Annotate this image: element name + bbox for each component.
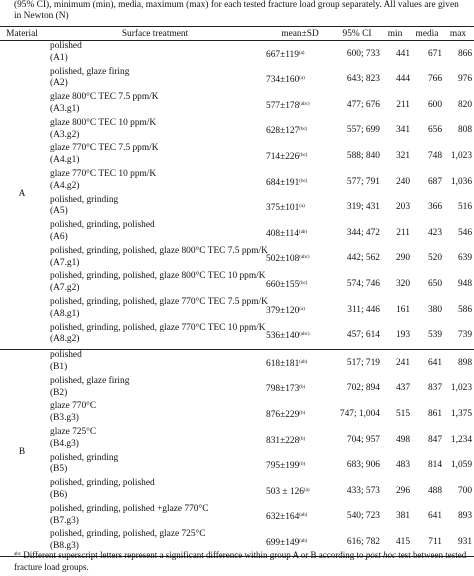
ci-cell: 643; 823	[346, 74, 380, 85]
group-code: (A4.g1)	[50, 155, 80, 166]
surface-treatment-cell	[50, 195, 266, 219]
header-mean-sd: mean±SD	[281, 29, 319, 39]
mean-sd-cell	[266, 73, 332, 86]
footnote-italic: post hoc	[365, 550, 397, 560]
max-cell: 1,036	[450, 176, 472, 187]
treatment-text: polished, grinding, polished, glaze 725°C	[50, 529, 206, 540]
treatment-text: polished	[50, 41, 82, 51]
mean-value: 660±155	[266, 279, 300, 290]
footnote-marker: abc	[14, 552, 21, 557]
ci-cell: 600; 733	[346, 48, 380, 59]
significance-letters: (a)	[299, 76, 305, 82]
mean-value: 628±127	[266, 126, 300, 137]
group-code: (B5)	[50, 464, 68, 475]
min-cell: 444	[395, 74, 410, 85]
media-cell: 671	[427, 48, 442, 59]
surface-treatment-cell	[50, 169, 266, 193]
mean-value: 618±181	[266, 358, 300, 369]
mean-value: 684±191	[266, 177, 300, 188]
mean-sd-cell	[266, 227, 332, 240]
ci-cell: 477; 676	[346, 99, 380, 110]
table-row	[0, 169, 474, 195]
group-code: (A7.g2)	[50, 283, 80, 294]
table-row	[0, 401, 474, 427]
significance-letters: (ab)	[299, 359, 308, 365]
surface-treatment-cell	[50, 67, 266, 91]
group-code: (A1)	[50, 52, 68, 63]
significance-letters: (abc)	[299, 332, 310, 338]
table-row	[0, 297, 474, 323]
min-cell: 241	[395, 357, 410, 368]
min-cell: 193	[395, 330, 410, 341]
min-cell: 296	[395, 485, 410, 496]
mean-sd-cell	[266, 536, 332, 549]
treatment-text: polished, grinding, polished, glaze 800°C TEC 10 ppm/K	[50, 271, 266, 282]
treatment-text: glaze 725°C	[50, 427, 97, 437]
treatment-text: polished, grinding, polished, glaze 770°C TEC 7.5 ppm/K	[50, 297, 268, 307]
group-code: (A2)	[50, 78, 68, 89]
surface-treatment-cell	[50, 401, 266, 425]
surface-treatment-cell	[50, 427, 266, 451]
mean-sd-cell	[266, 485, 332, 498]
mean-sd-cell	[266, 150, 332, 163]
mean-value: 502±108	[266, 254, 300, 265]
mean-value: 714±226	[266, 151, 300, 162]
footnote-text-after: test between tested fracture load groups.	[14, 550, 467, 572]
mean-sd-cell	[266, 459, 332, 472]
treatment-text: glaze 800°C TEC 7.5 ppm/K	[50, 92, 159, 103]
mean-sd-cell	[266, 304, 332, 317]
table-row	[0, 453, 474, 479]
footnote-text-before: Different superscript letters represent a significant difference within group A or B according to	[20, 550, 366, 560]
significance-letters: (a)	[298, 50, 305, 56]
header-95-ci: 95% CI	[342, 29, 372, 39]
table-caption: (95% CI), minimum (min), media, maximum (max) for each tested fracture load group separately. All values are given in Newton (N)	[14, 0, 459, 22]
group-code: (A8.g2)	[50, 334, 80, 345]
min-cell: 211	[396, 227, 410, 238]
ci-cell: 574; 746	[346, 278, 380, 289]
media-cell: 837	[427, 383, 442, 394]
group-code: (B2)	[50, 387, 68, 398]
surface-treatment-cell	[50, 271, 266, 295]
min-cell: 161	[395, 304, 410, 315]
ci-cell: 588; 840	[346, 150, 380, 161]
significance-letters: (abc)	[299, 255, 310, 261]
table-row	[0, 350, 474, 376]
ci-cell: 540; 723	[346, 511, 380, 522]
treatment-text: glaze 770°C TEC 7.5 ppm/K	[50, 143, 159, 154]
header-media: media	[415, 29, 439, 39]
media-cell: 656	[427, 125, 442, 136]
group-code: (B3.g3)	[50, 413, 79, 424]
max-cell: 1,023	[450, 383, 472, 394]
max-cell: 948	[457, 278, 472, 289]
media-cell: 423	[427, 227, 442, 238]
significance-letters: (ab)	[299, 513, 308, 519]
significance-letters: (abc)	[299, 101, 310, 107]
surface-treatment-cell	[50, 220, 266, 244]
significance-letters: (ab)	[298, 229, 307, 235]
table-row	[0, 427, 474, 453]
ci-cell: 433; 573	[346, 485, 380, 496]
ci-cell: 704; 957	[346, 434, 380, 445]
max-cell: 700	[457, 485, 472, 496]
group-code: (B7.g3)	[50, 515, 79, 526]
ci-cell: 319; 431	[346, 202, 380, 213]
max-cell: 931	[457, 536, 472, 547]
treatment-text: polished, glaze firing	[50, 66, 130, 77]
surface-treatment-cell	[50, 143, 266, 167]
surface-treatment-cell	[50, 118, 266, 142]
mean-sd-cell	[266, 434, 332, 447]
table-row	[0, 246, 474, 272]
group-code: (B8.g3)	[50, 541, 79, 552]
max-cell: 586	[457, 304, 472, 315]
table-row	[0, 118, 474, 144]
max-cell: 639	[457, 253, 472, 264]
mean-value: 375±101	[266, 203, 300, 214]
mean-value: 667±119	[266, 49, 299, 60]
min-cell: 415	[395, 536, 410, 547]
media-cell: 366	[427, 202, 442, 213]
ci-cell: 577; 791	[346, 176, 380, 187]
significance-letters: (b)	[299, 436, 306, 442]
max-cell: 546	[457, 227, 472, 238]
mean-sd-cell	[266, 99, 332, 112]
table-row	[0, 41, 474, 67]
media-cell: 600	[427, 99, 442, 110]
mean-value: 876±229	[266, 409, 300, 420]
min-cell: 341	[395, 125, 410, 136]
mean-sd-cell	[266, 48, 332, 61]
significance-letters: (bc)	[299, 152, 308, 158]
max-cell: 976	[457, 74, 472, 85]
max-cell: 1,234	[450, 434, 472, 445]
mean-value: 795±199	[266, 461, 300, 472]
ci-cell: 747; 1,004	[339, 408, 380, 419]
max-cell: 898	[457, 357, 472, 368]
surface-treatment-cell	[50, 376, 266, 400]
max-cell: 1,023	[450, 150, 472, 161]
mean-sd-cell	[266, 510, 332, 523]
significance-letters: (b)	[299, 462, 306, 468]
min-cell: 483	[395, 460, 410, 471]
media-cell: 488	[427, 485, 442, 496]
group-code: (A5)	[50, 206, 68, 217]
table-row	[0, 323, 474, 349]
min-cell: 437	[395, 383, 410, 394]
ci-cell: 616; 782	[346, 536, 380, 547]
media-cell: 539	[427, 330, 442, 341]
mean-value: 699±149	[266, 537, 300, 548]
mean-value: 408±114	[266, 228, 299, 239]
media-cell: 748	[427, 150, 442, 161]
group-code: (B4.g3)	[50, 438, 79, 449]
media-cell: 847	[427, 434, 442, 445]
table-row	[0, 143, 474, 169]
mean-sd-cell	[266, 408, 332, 421]
mean-value: 379±120	[266, 305, 300, 316]
mean-sd-cell	[266, 382, 332, 395]
max-cell: 516	[457, 202, 472, 213]
ci-cell: 344; 472	[346, 227, 380, 238]
table-row	[0, 195, 474, 221]
treatment-text: polished, grinding	[50, 452, 119, 463]
ci-cell: 311; 446	[347, 304, 380, 315]
mean-sd-cell	[266, 176, 332, 189]
treatment-text: glaze 800°C TEC 10 ppm/K	[50, 117, 157, 128]
min-cell: 381	[395, 511, 410, 522]
table-row	[0, 220, 474, 246]
ci-cell: 517; 719	[346, 357, 380, 368]
ci-cell: 702; 894	[346, 383, 380, 394]
mean-sd-cell	[266, 252, 332, 265]
header-surface-treatment: Surface treatment	[121, 29, 189, 39]
media-cell: 711	[428, 536, 442, 547]
group-code: (A7.g1)	[50, 257, 80, 268]
media-cell: 650	[427, 278, 442, 289]
significance-letters: (bc)	[299, 127, 308, 133]
treatment-text: polished, grinding, polished	[50, 220, 155, 231]
surface-treatment-cell	[50, 453, 266, 477]
group-code: (A3.g1)	[50, 103, 80, 114]
header-material: Material	[6, 29, 38, 39]
media-cell: 520	[427, 253, 442, 264]
mean-value: 798±173	[266, 384, 300, 395]
min-cell: 515	[395, 408, 410, 419]
max-cell: 1,059	[450, 460, 472, 471]
min-cell: 203	[395, 202, 410, 213]
media-cell: 814	[427, 460, 442, 471]
treatment-text: polished	[50, 350, 82, 361]
mean-value: 734±160	[266, 75, 300, 86]
group-code: (A4.g2)	[50, 180, 80, 191]
table-row	[0, 92, 474, 118]
treatment-text: glaze 770°C	[50, 401, 97, 412]
max-cell: 893	[457, 511, 472, 522]
media-cell: 687	[427, 176, 442, 187]
min-cell: 498	[395, 434, 410, 445]
min-cell: 240	[395, 176, 410, 187]
table-row	[0, 478, 474, 504]
media-cell: 641	[427, 357, 442, 368]
surface-treatment-cell	[50, 478, 266, 502]
media-cell: 641	[427, 511, 442, 522]
table-row	[0, 271, 474, 297]
group-code: (B6)	[50, 489, 68, 500]
header-min: min	[387, 29, 403, 39]
treatment-text: polished, grinding, polished	[50, 478, 155, 489]
surface-treatment-cell	[50, 350, 266, 374]
group-code: (A6)	[50, 231, 68, 242]
mean-sd-cell	[266, 329, 332, 342]
significance-letters: (ab)	[299, 538, 308, 544]
media-cell: 766	[427, 74, 442, 85]
material-label: B	[18, 446, 26, 457]
significance-letters: (a)	[303, 487, 310, 493]
ci-cell: 557; 699	[346, 125, 380, 136]
surface-treatment-cell	[50, 504, 266, 528]
significance-letters: (b)	[299, 410, 306, 416]
significance-letters: (bc)	[299, 178, 308, 184]
mean-sd-cell	[266, 201, 332, 214]
surface-treatment-cell	[50, 92, 266, 116]
treatment-text: polished, grinding, polished, glaze 800°C TEC 7.5 ppm/K	[50, 245, 268, 256]
table-row	[0, 376, 474, 402]
surface-treatment-cell	[50, 323, 266, 347]
surface-treatment-cell	[50, 246, 266, 270]
group-code: (A3.g2)	[50, 129, 80, 140]
treatment-text: polished, grinding, polished, glaze 770°C TEC 10 ppm/K	[50, 322, 266, 333]
mean-value: 503 ± 126	[266, 486, 304, 497]
mean-value: 577±178	[266, 100, 300, 111]
treatment-text: polished, glaze firing	[50, 375, 130, 386]
max-cell: 866	[457, 48, 472, 59]
max-cell: 739	[457, 330, 472, 341]
mean-sd-cell	[266, 357, 332, 370]
significance-letters: (a)	[299, 204, 305, 210]
mean-sd-cell	[266, 278, 332, 291]
group-code: (B1)	[50, 361, 68, 372]
max-cell: 1,375	[450, 408, 472, 419]
min-cell: 320	[395, 278, 410, 289]
table-row	[0, 67, 474, 93]
max-cell: 820	[457, 99, 472, 110]
surface-treatment-cell	[50, 297, 266, 321]
ci-cell: 457; 614	[346, 330, 380, 341]
mean-value: 536±140	[266, 331, 300, 342]
footnote	[14, 549, 470, 573]
mean-value: 831±228	[266, 435, 300, 446]
min-cell: 441	[395, 48, 410, 59]
mean-value: 632±164	[266, 512, 300, 523]
material-label: A	[18, 188, 26, 199]
min-cell: 211	[396, 99, 410, 110]
media-cell: 861	[427, 408, 442, 419]
treatment-text: glaze 770°C TEC 10 ppm/K	[50, 169, 157, 179]
media-cell: 380	[427, 304, 442, 315]
top-rule	[0, 26, 474, 27]
significance-letters: (bc)	[299, 280, 308, 286]
table-row	[0, 504, 474, 530]
group-code: (A8.g1)	[50, 308, 80, 319]
max-cell: 808	[457, 125, 472, 136]
min-cell: 321	[395, 150, 410, 161]
treatment-text: polished, grinding	[50, 194, 119, 205]
ci-cell: 442; 562	[346, 253, 380, 264]
significance-letters: (a)	[299, 306, 305, 312]
mean-sd-cell	[266, 124, 332, 137]
treatment-text: polished, grinding, polished +glaze 770°C	[50, 503, 209, 514]
ci-cell: 683; 906	[346, 460, 380, 471]
surface-treatment-cell	[50, 41, 266, 65]
header-max: max	[449, 29, 467, 39]
significance-letters: (b)	[299, 385, 306, 391]
min-cell: 290	[395, 253, 410, 264]
